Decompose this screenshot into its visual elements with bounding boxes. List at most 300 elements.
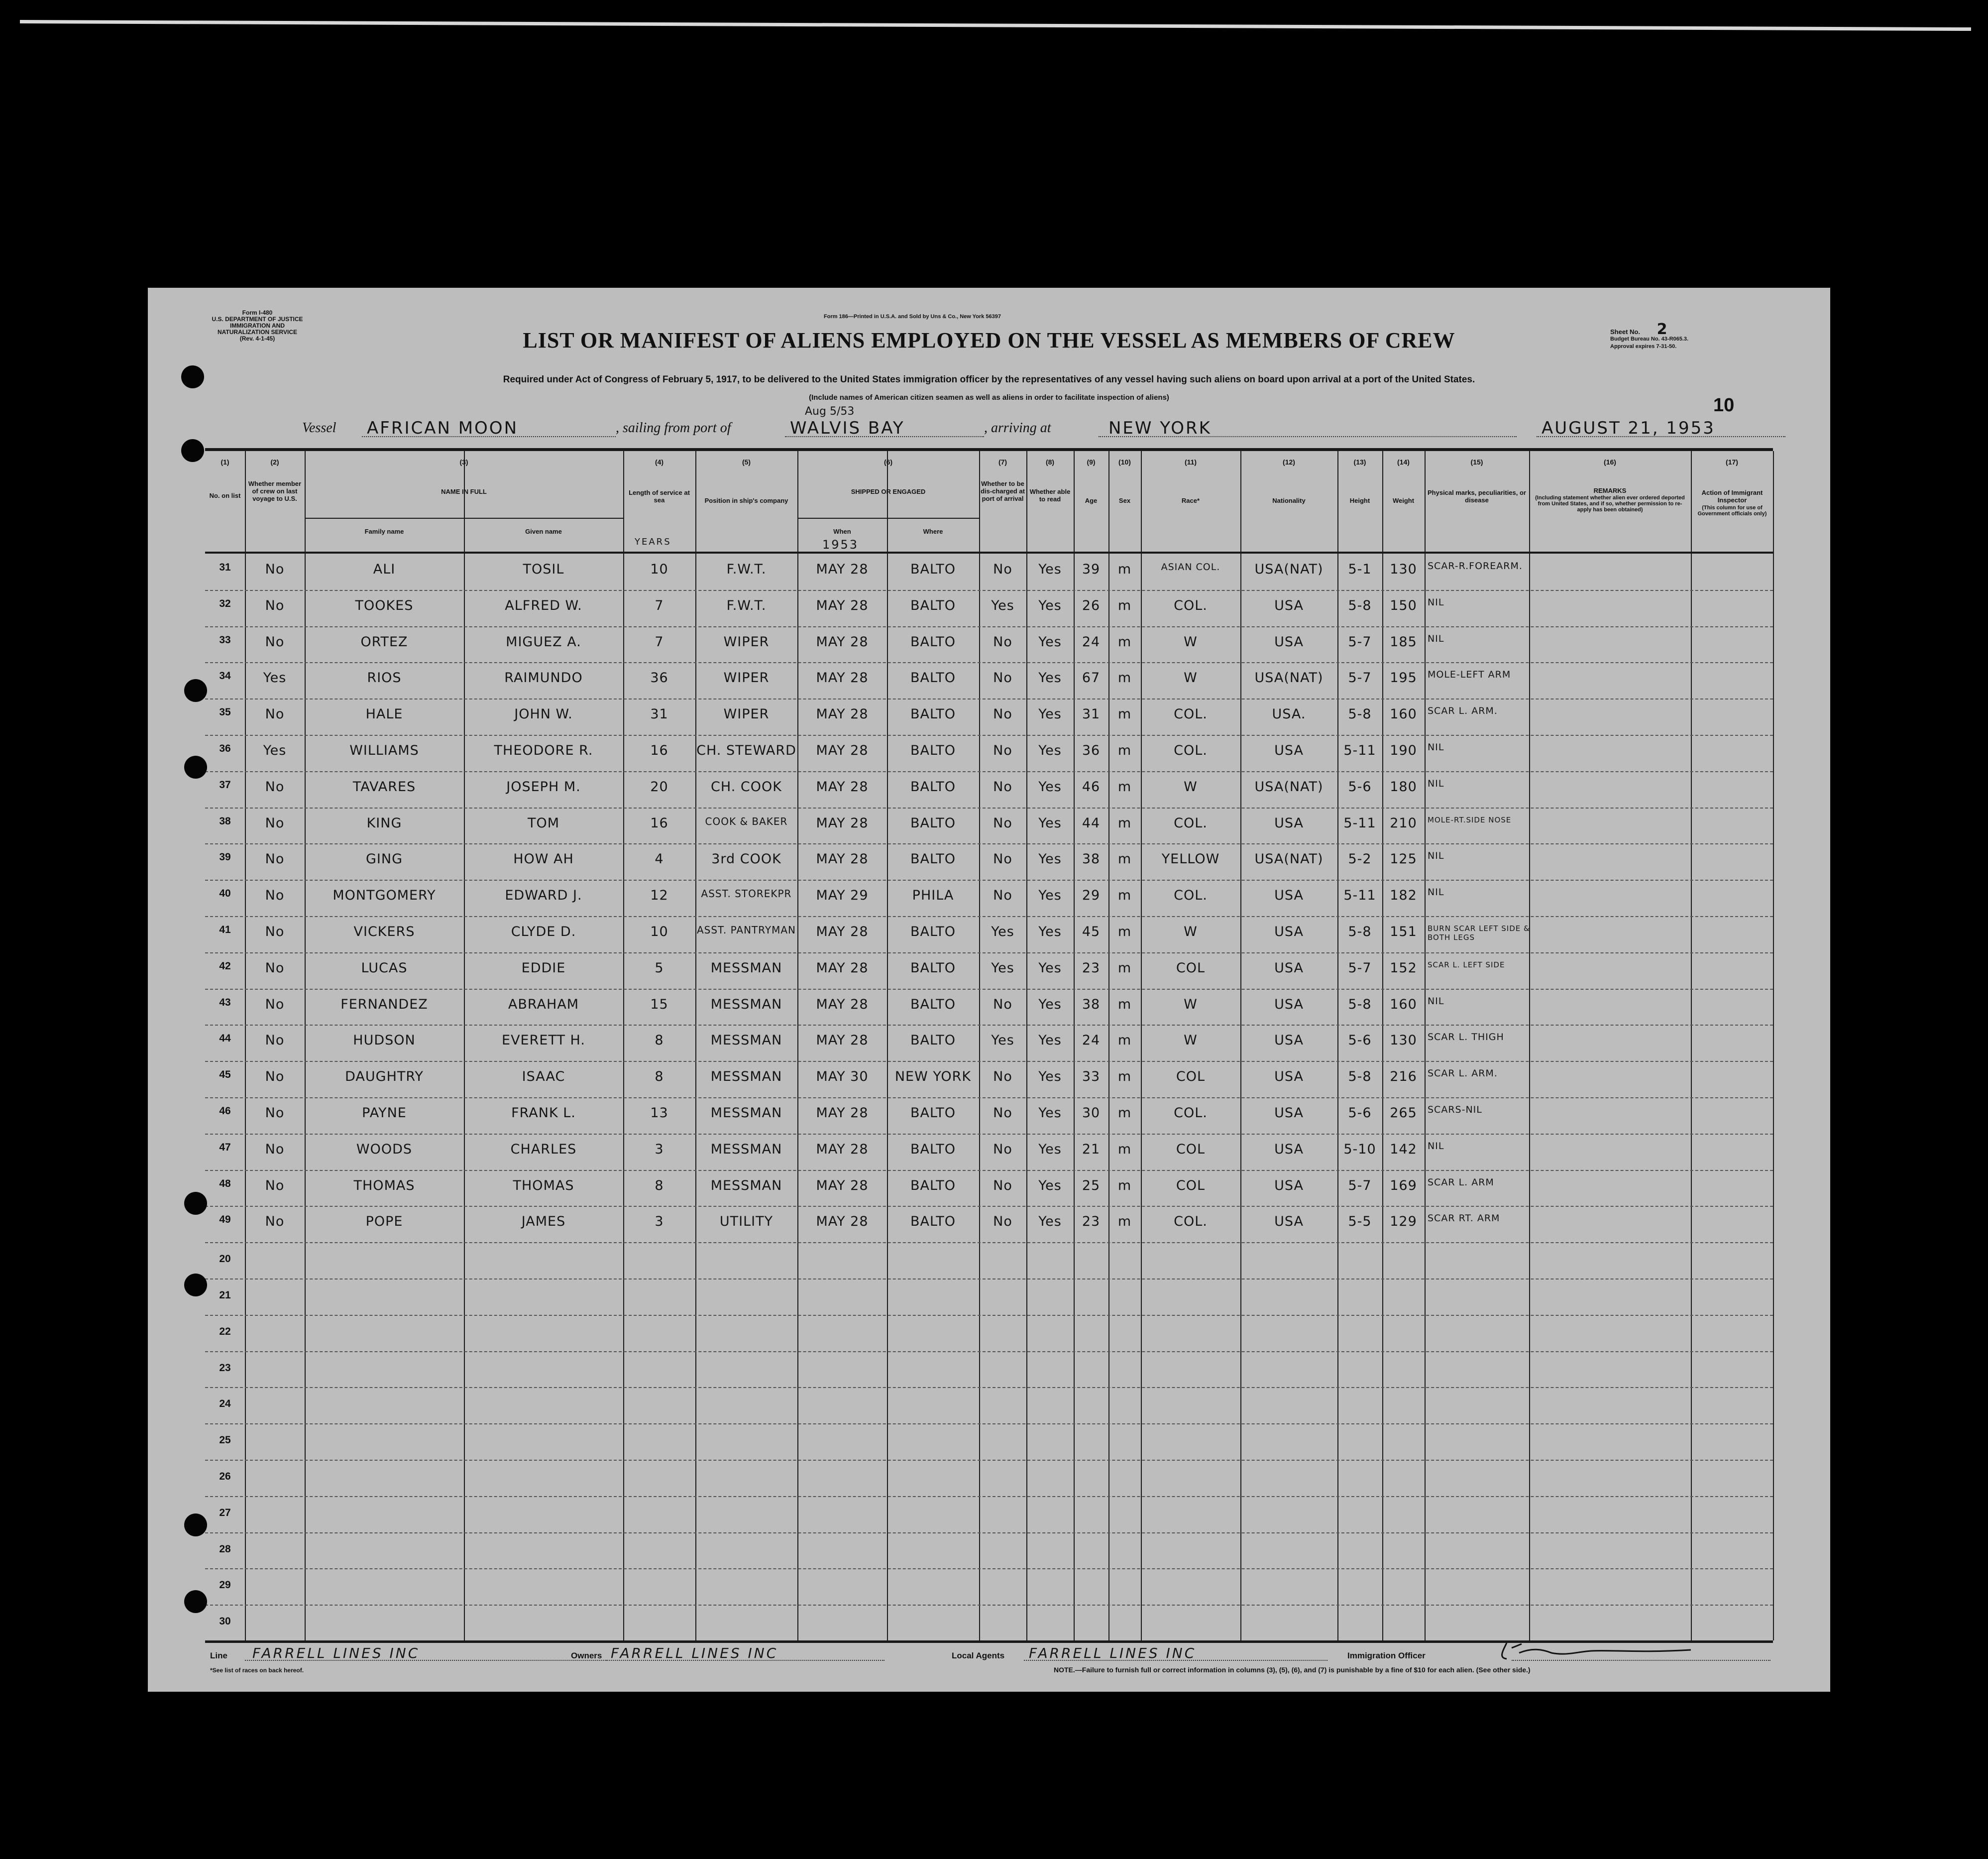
hdr-action: Action of Immigrant Inspector bbox=[1701, 489, 1763, 504]
hdr-sex: Sex bbox=[1118, 497, 1131, 504]
column-line bbox=[1691, 451, 1692, 1640]
departure-port: WALVIS BAY bbox=[790, 418, 905, 438]
row-line bbox=[205, 1242, 1773, 1243]
hdr-shipped: SHIPPED OR ENGAGED bbox=[851, 488, 926, 495]
cell-nationality: USA bbox=[1274, 1141, 1304, 1157]
cell-years: 12 bbox=[650, 888, 668, 904]
cell-weight: 142 bbox=[1390, 1141, 1417, 1157]
cell-when: MAY 28 bbox=[816, 1105, 869, 1121]
cell-age: 29 bbox=[1082, 888, 1101, 904]
cell-given: HOW AH bbox=[513, 851, 574, 867]
empty-row-number: 20 bbox=[219, 1253, 231, 1265]
cell-given: JAMES bbox=[521, 1214, 566, 1230]
cell-marks: NIL bbox=[1428, 778, 1444, 789]
cell-position: MESSMAN bbox=[710, 1033, 782, 1048]
cell-marks: MOLE-LEFT ARM bbox=[1428, 669, 1511, 681]
col-num-6: (6) bbox=[884, 458, 893, 466]
footer-agents-label: Local Agents bbox=[952, 1651, 1005, 1660]
subheader-line bbox=[797, 518, 979, 519]
cell-height: 5-11 bbox=[1343, 743, 1376, 758]
row-line bbox=[205, 843, 1773, 844]
cell-family: MONTGOMERY bbox=[332, 888, 436, 904]
cell-height: 5-7 bbox=[1348, 960, 1372, 976]
row-line bbox=[205, 1206, 1773, 1207]
cell-when: MAY 28 bbox=[816, 1214, 869, 1230]
row-line bbox=[205, 1568, 1773, 1569]
cell-age: 45 bbox=[1082, 924, 1101, 939]
cell-given: THOMAS bbox=[513, 1177, 574, 1193]
cell-where: BALTO bbox=[910, 1105, 956, 1121]
cell-sex: m bbox=[1117, 960, 1132, 976]
row-line bbox=[205, 880, 1773, 881]
cell-member: No bbox=[265, 888, 285, 904]
cell-member: Yes bbox=[263, 743, 287, 758]
row-line bbox=[205, 1170, 1773, 1171]
cell-given: EDWARD J. bbox=[505, 888, 582, 904]
row-line bbox=[205, 1423, 1773, 1424]
cell-race: COL. bbox=[1174, 743, 1208, 758]
cell-height: 5-10 bbox=[1343, 1141, 1376, 1157]
cell-age: 30 bbox=[1082, 1105, 1101, 1121]
cell-sex: m bbox=[1117, 743, 1132, 758]
cell-given: MIGUEZ A. bbox=[506, 634, 581, 650]
cell-no: 48 bbox=[219, 1177, 231, 1189]
cell-weight: 185 bbox=[1390, 634, 1417, 650]
cell-family: KING bbox=[366, 815, 402, 831]
col-num-8: (8) bbox=[1045, 458, 1055, 466]
cell-family: TOOKES bbox=[355, 597, 414, 613]
cell-age: 25 bbox=[1082, 1177, 1101, 1193]
cell-position: MESSMAN bbox=[710, 960, 782, 976]
cell-race: W bbox=[1184, 924, 1198, 939]
cell-given: RAIMUNDO bbox=[504, 670, 583, 686]
cell-weight: 130 bbox=[1390, 1033, 1417, 1048]
cell-member: No bbox=[265, 851, 285, 867]
cell-read: Yes bbox=[1038, 851, 1062, 867]
scan-edge-line bbox=[20, 20, 1971, 31]
hdr-member: Whether member of crew on last voyage to U.S. bbox=[248, 480, 302, 502]
cell-sex: m bbox=[1117, 706, 1132, 722]
cell-nationality: USA bbox=[1274, 597, 1304, 613]
empty-row-number: 26 bbox=[219, 1471, 231, 1482]
page-title: LIST OR MANIFEST OF ALIENS EMPLOYED ON THE VESSEL AS MEMBERS OF CREW bbox=[523, 328, 1455, 352]
cell-read: Yes bbox=[1038, 1033, 1062, 1048]
empty-row-number: 22 bbox=[219, 1325, 231, 1337]
empty-row-number: 24 bbox=[219, 1398, 231, 1410]
row-line bbox=[205, 698, 1773, 699]
empty-row-number: 27 bbox=[219, 1507, 231, 1518]
cell-marks: BURN SCAR LEFT SIDE & BOTH LEGS bbox=[1428, 924, 1530, 942]
cell-position: MESSMAN bbox=[710, 1177, 782, 1193]
cell-where: BALTO bbox=[910, 1177, 956, 1193]
cell-read: Yes bbox=[1038, 815, 1062, 831]
cell-years: 36 bbox=[650, 670, 668, 686]
cell-sex: m bbox=[1117, 1069, 1132, 1085]
cell-marks: NIL bbox=[1428, 995, 1444, 1007]
cell-age: 36 bbox=[1082, 743, 1101, 758]
arriving-label: , arriving at bbox=[984, 420, 1051, 436]
cell-where: BALTO bbox=[910, 779, 956, 795]
col-num-16: (16) bbox=[1604, 458, 1616, 466]
cell-weight: 160 bbox=[1390, 996, 1417, 1012]
hdr-when: When bbox=[833, 528, 851, 535]
col-num-14: (14) bbox=[1397, 458, 1410, 466]
cell-weight: 151 bbox=[1390, 924, 1417, 939]
cell-weight: 150 bbox=[1390, 597, 1417, 613]
cell-no: 43 bbox=[219, 996, 231, 1008]
hdr-when-year: 1953 bbox=[822, 538, 859, 552]
cell-member: Yes bbox=[263, 670, 287, 686]
cell-no: 34 bbox=[219, 670, 231, 682]
cell-nationality: USA bbox=[1274, 960, 1304, 976]
hdr-remarks: REMARKS bbox=[1593, 487, 1627, 494]
sheet-label: Sheet No. bbox=[1610, 328, 1640, 336]
cell-age: 44 bbox=[1082, 815, 1101, 831]
cell-years: 31 bbox=[650, 706, 668, 722]
cell-member: No bbox=[265, 634, 285, 650]
cell-read: Yes bbox=[1038, 597, 1062, 613]
cell-family: LUCAS bbox=[361, 960, 408, 976]
row-line bbox=[205, 952, 1773, 953]
page-number: 10 bbox=[1713, 395, 1735, 416]
cell-weight: 160 bbox=[1390, 706, 1417, 722]
cell-no: 32 bbox=[219, 597, 231, 609]
cell-nationality: USA bbox=[1274, 996, 1304, 1012]
cell-age: 31 bbox=[1082, 706, 1101, 722]
cell-height: 5-6 bbox=[1348, 1033, 1372, 1048]
hdr-height: Height bbox=[1349, 497, 1370, 504]
footer-owners-value: FARRELL LINES INC bbox=[611, 1645, 778, 1661]
cell-read: Yes bbox=[1038, 670, 1062, 686]
hdr-name-in-full: NAME IN FULL bbox=[441, 488, 487, 495]
cell-marks: SCARS-NIL bbox=[1428, 1104, 1482, 1115]
col-num-10: (10) bbox=[1118, 458, 1131, 466]
cell-years: 8 bbox=[655, 1069, 664, 1085]
cell-family: PAYNE bbox=[362, 1105, 407, 1121]
cell-family: ALI bbox=[373, 562, 396, 577]
cell-sex: m bbox=[1117, 1177, 1132, 1193]
cell-given: FRANK L. bbox=[511, 1105, 576, 1121]
cell-member: No bbox=[265, 1214, 285, 1230]
hdr-position: Position in ship's company bbox=[704, 497, 788, 504]
cell-given: JOSEPH M. bbox=[506, 779, 581, 795]
empty-row-number: 25 bbox=[219, 1434, 231, 1446]
cell-when: MAY 28 bbox=[816, 779, 869, 795]
cell-years: 3 bbox=[655, 1214, 664, 1230]
cell-no: 40 bbox=[219, 888, 231, 900]
col-num-3: (3) bbox=[459, 458, 468, 466]
row-line bbox=[205, 1278, 1773, 1279]
cell-where: BALTO bbox=[910, 562, 956, 577]
cell-when: MAY 30 bbox=[816, 1069, 869, 1085]
row-line bbox=[205, 1097, 1773, 1098]
cell-when: MAY 28 bbox=[816, 670, 869, 686]
cell-no: 33 bbox=[219, 634, 231, 646]
cell-sex: m bbox=[1117, 1214, 1132, 1230]
cell-read: Yes bbox=[1038, 1177, 1062, 1193]
cell-family: HUDSON bbox=[353, 1033, 416, 1048]
row-line bbox=[205, 1025, 1773, 1026]
subnote: (Include names of American citizen seamen as well as aliens in order to facilitate inspection of aliens) bbox=[809, 393, 1169, 402]
form-id-block: Form I-480 U.S. DEPARTMENT OF JUSTICE IMMIGRATION AND NATURALIZATION SERVICE (Rev. 4-1-45) bbox=[212, 309, 303, 342]
cell-discharge: Yes bbox=[991, 960, 1014, 976]
cell-discharge: No bbox=[993, 1141, 1012, 1157]
cell-nationality: USA(NAT) bbox=[1254, 670, 1324, 686]
cell-member: No bbox=[265, 1177, 285, 1193]
cell-no: 31 bbox=[219, 562, 231, 573]
cell-discharge: No bbox=[993, 1105, 1012, 1121]
cell-age: 33 bbox=[1082, 1069, 1101, 1085]
cell-age: 46 bbox=[1082, 779, 1101, 795]
cell-member: No bbox=[265, 1105, 285, 1121]
hdr-nationality: Nationality bbox=[1272, 497, 1306, 504]
cell-no: 36 bbox=[219, 743, 231, 754]
cell-family: THOMAS bbox=[353, 1177, 415, 1193]
cell-where: BALTO bbox=[910, 1214, 956, 1230]
cell-given: TOM bbox=[527, 815, 560, 831]
cell-discharge: No bbox=[993, 670, 1012, 686]
cell-no: 46 bbox=[219, 1105, 231, 1117]
cell-weight: 216 bbox=[1390, 1069, 1417, 1085]
cell-height: 5-7 bbox=[1348, 670, 1372, 686]
cell-where: BALTO bbox=[910, 597, 956, 613]
table-top-rule bbox=[205, 448, 1773, 451]
cell-position: MESSMAN bbox=[710, 1105, 782, 1121]
cell-race: COL. bbox=[1174, 888, 1208, 904]
cell-given: EDDIE bbox=[521, 960, 566, 976]
cell-where: BALTO bbox=[910, 851, 956, 867]
cell-when: MAY 28 bbox=[816, 562, 869, 577]
hdr-age: Age bbox=[1085, 497, 1098, 504]
fine-note: NOTE.—Failure to furnish full or correct information in columns (3), (5), (6), and (7) is punishable by a fine of $10 for each alien. (See other side.) bbox=[1054, 1666, 1531, 1674]
cell-sex: m bbox=[1117, 888, 1132, 904]
cell-marks: NIL bbox=[1428, 633, 1444, 644]
cell-marks: SCAR RT. ARM bbox=[1428, 1213, 1500, 1224]
cell-nationality: USA(NAT) bbox=[1254, 562, 1324, 577]
cell-years: 20 bbox=[650, 779, 668, 795]
cell-no: 42 bbox=[219, 960, 231, 972]
cell-age: 26 bbox=[1082, 597, 1101, 613]
row-line bbox=[205, 1134, 1773, 1135]
cell-read: Yes bbox=[1038, 1214, 1062, 1230]
cell-family: ORTEZ bbox=[360, 634, 408, 650]
row-line bbox=[205, 1460, 1773, 1461]
cell-given: ALFRED W. bbox=[505, 597, 582, 613]
cell-discharge: Yes bbox=[991, 597, 1014, 613]
arrival-port: NEW YORK bbox=[1108, 418, 1212, 438]
cell-member: No bbox=[265, 815, 285, 831]
cell-age: 23 bbox=[1082, 960, 1101, 976]
row-line bbox=[205, 1532, 1773, 1533]
cell-age: 38 bbox=[1082, 851, 1101, 867]
cell-member: No bbox=[265, 996, 285, 1012]
cell-where: BALTO bbox=[910, 670, 956, 686]
col-num-12: (12) bbox=[1283, 458, 1295, 466]
cell-position: F.W.T. bbox=[726, 562, 767, 577]
cell-height: 5-8 bbox=[1348, 706, 1372, 722]
cell-no: 49 bbox=[219, 1214, 231, 1226]
cell-discharge: No bbox=[993, 706, 1012, 722]
cell-nationality: USA bbox=[1274, 634, 1304, 650]
cell-where: BALTO bbox=[910, 706, 956, 722]
column-line bbox=[1529, 451, 1530, 1640]
cell-years: 16 bbox=[650, 815, 668, 831]
cell-weight: 210 bbox=[1390, 815, 1417, 831]
hdr-race: Race* bbox=[1181, 497, 1200, 504]
cell-read: Yes bbox=[1038, 562, 1062, 577]
cell-no: 38 bbox=[219, 815, 231, 827]
cell-sex: m bbox=[1117, 597, 1132, 613]
cell-sex: m bbox=[1117, 634, 1132, 650]
cell-member: No bbox=[265, 1033, 285, 1048]
cell-nationality: USA(NAT) bbox=[1254, 851, 1324, 867]
cell-nationality: USA bbox=[1274, 888, 1304, 904]
cell-family: DAUGHTRY bbox=[345, 1069, 424, 1085]
cell-height: 5-5 bbox=[1348, 1214, 1372, 1230]
cell-when: MAY 28 bbox=[816, 996, 869, 1012]
cell-years: 15 bbox=[650, 996, 668, 1012]
binder-hole bbox=[181, 365, 204, 388]
empty-row-number: 28 bbox=[219, 1543, 231, 1555]
cell-age: 21 bbox=[1082, 1141, 1101, 1157]
hdr-no-on-list: No. on list bbox=[209, 492, 241, 499]
cell-height: 5-8 bbox=[1348, 996, 1372, 1012]
cell-race: COL bbox=[1176, 1069, 1206, 1085]
cell-given: JOHN W. bbox=[514, 706, 573, 722]
cell-no: 35 bbox=[219, 706, 231, 718]
cell-marks: NIL bbox=[1428, 596, 1444, 608]
cell-weight: 130 bbox=[1390, 562, 1417, 577]
cell-where: BALTO bbox=[910, 924, 956, 939]
cell-position: WIPER bbox=[723, 634, 770, 650]
cell-nationality: USA. bbox=[1272, 706, 1306, 722]
cell-race: W bbox=[1184, 634, 1198, 650]
cell-nationality: USA bbox=[1274, 924, 1304, 939]
col-num-17: (17) bbox=[1726, 458, 1738, 466]
cell-family: GING bbox=[365, 851, 403, 867]
footer-line-value: FARRELL LINES INC bbox=[252, 1645, 420, 1661]
cell-no: 39 bbox=[219, 851, 231, 863]
binder-hole bbox=[184, 756, 207, 779]
col-num-7: (7) bbox=[998, 458, 1007, 466]
cell-where: BALTO bbox=[910, 815, 956, 831]
cell-marks: SCAR L. ARM. bbox=[1428, 1068, 1498, 1079]
cell-marks: SCAR L. THIGH bbox=[1428, 1032, 1504, 1043]
budget-note: Budget Bureau No. 43-R065.3. Approval expires 7-31-50. bbox=[1610, 336, 1689, 349]
hdr-where: Where bbox=[923, 528, 943, 535]
cell-height: 5-8 bbox=[1348, 924, 1372, 939]
row-line bbox=[205, 1061, 1773, 1062]
cell-position: CH. COOK bbox=[711, 779, 782, 795]
row-line bbox=[205, 989, 1773, 990]
cell-height: 5-11 bbox=[1343, 815, 1376, 831]
vessel-label: Vessel bbox=[302, 420, 336, 436]
cell-no: 47 bbox=[219, 1141, 231, 1153]
cell-family: HALE bbox=[365, 706, 403, 722]
sheet-number-block bbox=[1610, 321, 1689, 350]
cell-height: 5-11 bbox=[1343, 888, 1376, 904]
cell-read: Yes bbox=[1038, 743, 1062, 758]
cell-position: MESSMAN bbox=[710, 1141, 782, 1157]
cell-marks: NIL bbox=[1428, 1140, 1444, 1152]
col-num-9: (9) bbox=[1087, 458, 1096, 466]
cell-years: 7 bbox=[655, 634, 664, 650]
officer-signature bbox=[1492, 1638, 1711, 1663]
row-line bbox=[205, 808, 1773, 809]
cell-member: No bbox=[265, 597, 285, 613]
cell-no: 45 bbox=[219, 1069, 231, 1081]
cell-weight: 169 bbox=[1390, 1177, 1417, 1193]
cell-sex: m bbox=[1117, 562, 1132, 577]
cell-race: YELLOW bbox=[1161, 851, 1220, 867]
sheet-number: 2 bbox=[1657, 321, 1667, 338]
cell-read: Yes bbox=[1038, 779, 1062, 795]
cell-when: MAY 28 bbox=[816, 960, 869, 976]
cell-when: MAY 28 bbox=[816, 743, 869, 758]
cell-position: F.W.T. bbox=[726, 597, 767, 613]
cell-position: ASST. PANTRYMAN bbox=[696, 924, 796, 936]
binder-hole bbox=[184, 679, 207, 702]
cell-years: 5 bbox=[655, 960, 664, 976]
cell-when: MAY 28 bbox=[816, 815, 869, 831]
cell-race: W bbox=[1184, 996, 1198, 1012]
footer-officer-label: Immigration Officer bbox=[1347, 1651, 1426, 1660]
binder-hole bbox=[181, 439, 204, 462]
cell-marks: NIL bbox=[1428, 850, 1444, 862]
cell-where: BALTO bbox=[910, 1033, 956, 1048]
cell-discharge: Yes bbox=[991, 1033, 1014, 1048]
cell-height: 5-7 bbox=[1348, 1177, 1372, 1193]
cell-given: THEODORE R. bbox=[494, 743, 593, 758]
cell-when: MAY 28 bbox=[816, 924, 869, 939]
hdr-discharged: Whether to be dis-charged at port of arrival bbox=[981, 480, 1025, 502]
hdr-physical: Physical marks, peculiarities, or disease bbox=[1428, 489, 1526, 504]
row-line bbox=[205, 662, 1773, 663]
cell-where: BALTO bbox=[910, 1141, 956, 1157]
cell-marks: NIL bbox=[1428, 887, 1444, 898]
cell-read: Yes bbox=[1038, 1141, 1062, 1157]
cell-sex: m bbox=[1117, 1105, 1132, 1121]
cell-years: 10 bbox=[650, 924, 668, 939]
cell-sex: m bbox=[1117, 670, 1132, 686]
cell-discharge: No bbox=[993, 1069, 1012, 1085]
cell-discharge: No bbox=[993, 996, 1012, 1012]
row-line bbox=[205, 1605, 1773, 1606]
cell-race: W bbox=[1184, 670, 1198, 686]
cell-height: 5-1 bbox=[1348, 562, 1372, 577]
cell-where: BALTO bbox=[910, 960, 956, 976]
empty-row-number: 29 bbox=[219, 1579, 231, 1591]
cell-when: MAY 28 bbox=[816, 706, 869, 722]
cell-family: TAVARES bbox=[352, 779, 416, 795]
cell-member: No bbox=[265, 960, 285, 976]
cell-sex: m bbox=[1117, 996, 1132, 1012]
cell-years: 10 bbox=[650, 562, 668, 577]
row-line bbox=[205, 1387, 1773, 1388]
column-line bbox=[1425, 451, 1426, 1640]
cell-discharge: No bbox=[993, 1177, 1012, 1193]
cell-race: COL. bbox=[1174, 706, 1208, 722]
row-line bbox=[205, 916, 1773, 917]
cell-sex: m bbox=[1117, 924, 1132, 939]
cell-race: COL. bbox=[1174, 815, 1208, 831]
cell-discharge: No bbox=[993, 634, 1012, 650]
cell-sex: m bbox=[1117, 779, 1132, 795]
cell-family: WILLIAMS bbox=[349, 743, 419, 758]
cell-nationality: USA bbox=[1274, 1069, 1304, 1085]
cell-weight: 195 bbox=[1390, 670, 1417, 686]
cell-discharge: No bbox=[993, 562, 1012, 577]
